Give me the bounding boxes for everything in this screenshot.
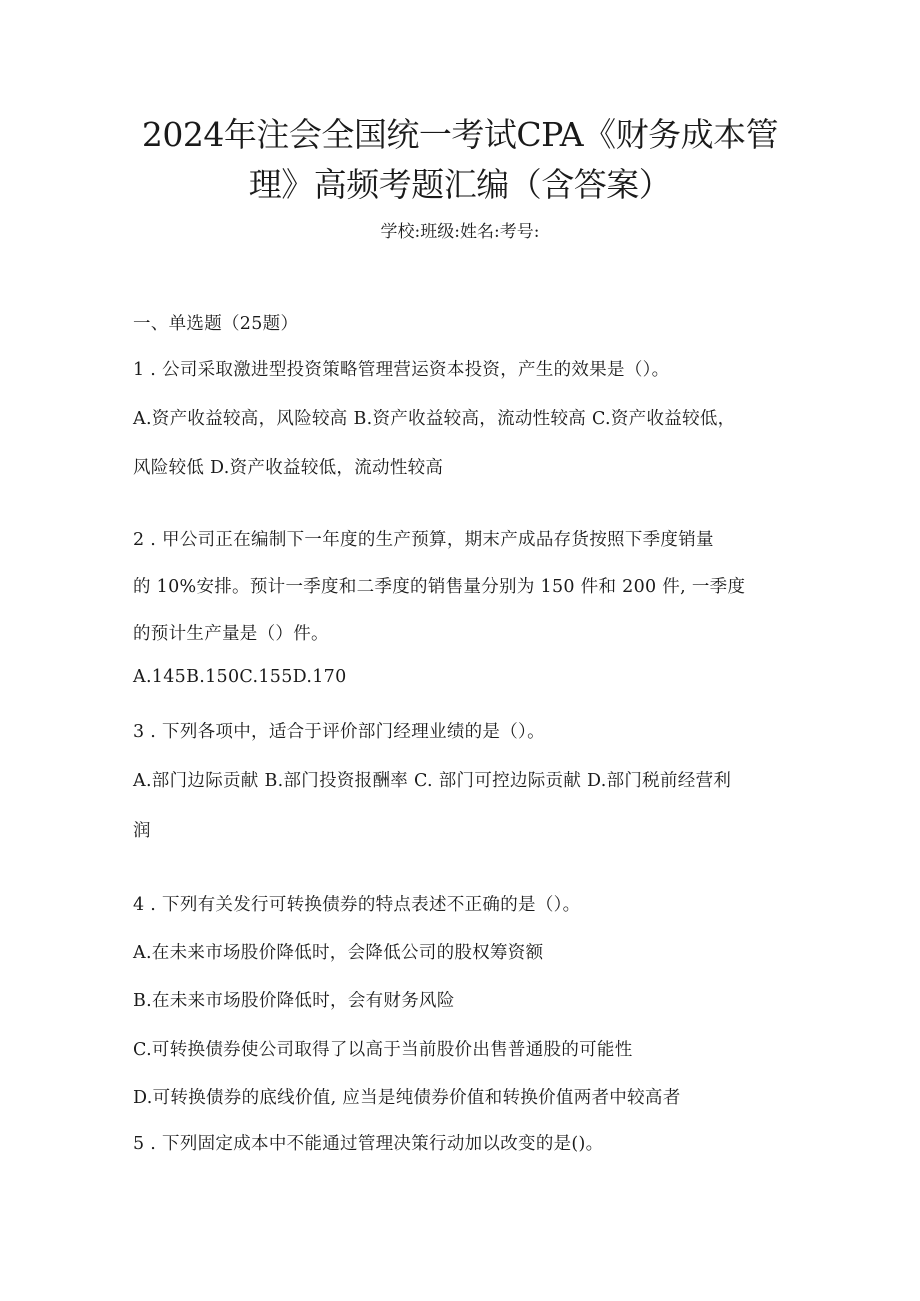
- question-3-options-line-1: A.部门边际贡献 B.部门投资报酬率 C. 部门可控边际贡献 D.部门税前经营利: [133, 771, 732, 791]
- document-title-line-1: 2024年注会全国统一考试CPA《财务成本管: [141, 115, 779, 154]
- question-1-stem: 1 . 公司采取激进型投资策略管理营运资本投资，产生的效果是（）。: [133, 360, 670, 380]
- section-heading: 一、单选题（25题）: [133, 314, 299, 334]
- document-title-line-2: 理》高频考题汇编（含答案）: [248, 165, 672, 204]
- question-2-stem-line-2: 的 10%安排。预计一季度和二季度的销售量分别为 150 件和 200 件, 一季度: [133, 577, 746, 597]
- question-4-option-d: D.可转换债券的底线价值, 应当是纯债券价值和转换价值两者中较高者: [133, 1088, 681, 1108]
- question-1-options-line-2: 风险较低 D.资产收益较低，流动性较高: [133, 458, 444, 478]
- question-4-stem: 4 . 下列有关发行可转换债券的特点表述不正确的是（）。: [133, 895, 581, 915]
- student-info-line: 学校:班级:姓名:考号:: [380, 222, 540, 242]
- question-2-stem-line-1: 2 . 甲公司正在编制下一年度的生产预算，期末产成品存货按照下季度销量: [133, 530, 714, 550]
- question-2-options: A.145B.150C.155D.170: [133, 667, 347, 687]
- question-4-option-b: B.在未来市场股价降低时，会有财务风险: [133, 991, 455, 1011]
- question-3-options-line-2: 润: [133, 821, 151, 841]
- question-2-stem-line-3: 的预计生产量是（）件。: [133, 624, 329, 644]
- question-4-option-c: C.可转换债券使公司取得了以高于当前股价出售普通股的可能性: [133, 1040, 633, 1060]
- question-4-option-a: A.在未来市场股价降低时，会降低公司的股权筹资额: [133, 943, 544, 963]
- question-1-options-line-1: A.资产收益较高，风险较高 B.资产收益较高，流动性较高 C.资产收益较低，: [133, 409, 736, 429]
- question-5-stem: 5 . 下列固定成本中不能通过管理决策行动加以改变的是()。: [133, 1134, 604, 1154]
- question-3-stem: 3 . 下列各项中，适合于评价部门经理业绩的是（）。: [133, 722, 545, 742]
